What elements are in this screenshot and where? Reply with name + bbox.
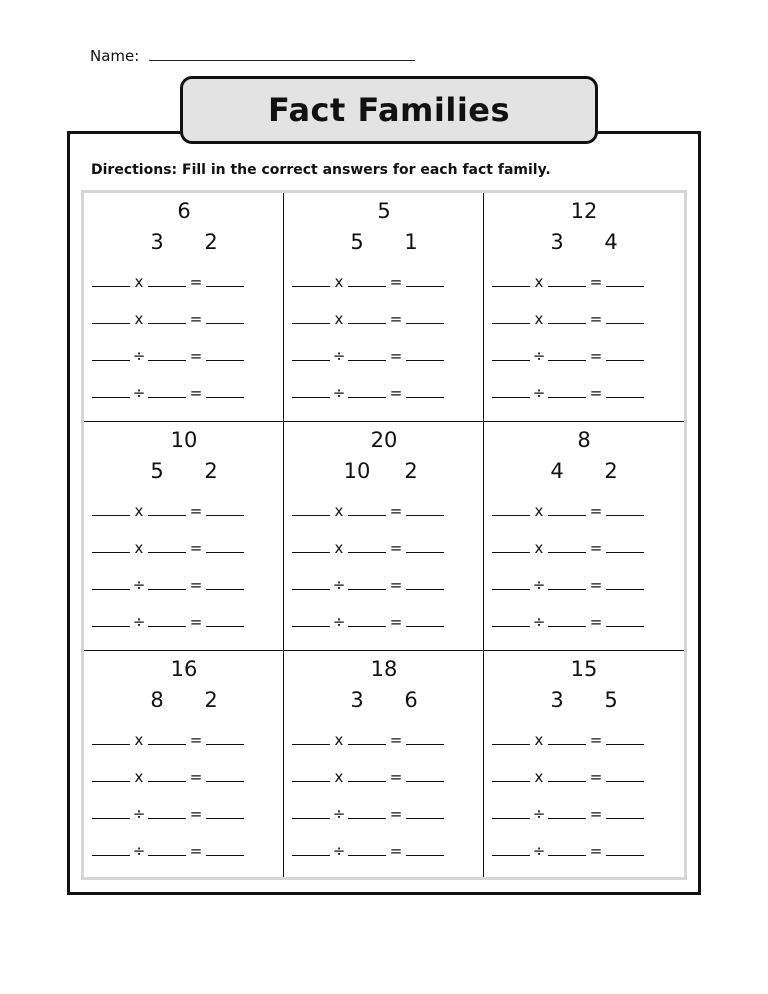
equation-row	[92, 576, 244, 594]
divide-sign: ÷	[132, 842, 146, 860]
page-title: Fact Families	[267, 91, 511, 129]
answer-blank[interactable]	[492, 614, 530, 627]
multiply-sign: x	[534, 273, 544, 291]
answer-blank[interactable]	[606, 843, 644, 856]
answer-blank[interactable]	[492, 769, 530, 782]
answer-blank[interactable]	[492, 843, 530, 856]
equals-sign: =	[189, 805, 203, 823]
answer-blank[interactable]	[406, 274, 444, 287]
answer-blank[interactable]	[148, 769, 186, 782]
answer-blank[interactable]	[548, 732, 586, 745]
family-total: 5	[377, 199, 391, 223]
equation-row	[92, 347, 244, 365]
multiply-sign: x	[334, 273, 344, 291]
answer-blank[interactable]	[406, 311, 444, 324]
answer-blank[interactable]	[406, 843, 444, 856]
answer-blank[interactable]	[348, 732, 386, 745]
fact-family-cell	[484, 422, 684, 651]
answer-blank[interactable]	[148, 732, 186, 745]
equation-row	[92, 502, 244, 520]
equals-sign: =	[589, 842, 603, 860]
equals-sign: =	[389, 310, 403, 328]
answer-blank[interactable]	[406, 385, 444, 398]
equation-row	[492, 347, 644, 365]
equals-sign: =	[189, 384, 203, 402]
family-part-b: 1	[404, 230, 418, 254]
answer-blank[interactable]	[92, 503, 130, 516]
divide-sign: ÷	[132, 576, 146, 594]
equation-row	[292, 842, 444, 860]
family-parts	[284, 230, 484, 254]
multiply-sign: x	[134, 310, 144, 328]
fact-family-cell	[484, 193, 684, 422]
equals-sign: =	[389, 347, 403, 365]
directions-text: Directions: Fill in the correct answers for each fact family.	[91, 162, 551, 178]
answer-blank[interactable]	[406, 503, 444, 516]
divide-sign: ÷	[132, 613, 146, 631]
answer-blank[interactable]	[606, 385, 644, 398]
equals-sign: =	[589, 731, 603, 749]
family-part-a: 4	[550, 459, 564, 483]
family-part-b: 5	[604, 688, 618, 712]
family-total: 20	[370, 428, 398, 452]
family-part-b: 6	[404, 688, 418, 712]
family-part-a: 5	[350, 230, 364, 254]
answer-blank[interactable]	[206, 732, 244, 745]
multiply-sign: x	[534, 502, 544, 520]
answer-blank[interactable]	[348, 385, 386, 398]
answer-blank[interactable]	[292, 806, 330, 819]
multiply-sign: x	[134, 273, 144, 291]
equals-sign: =	[389, 805, 403, 823]
answer-blank[interactable]	[492, 348, 530, 361]
answer-blank[interactable]	[606, 503, 644, 516]
multiply-sign: x	[334, 731, 344, 749]
family-parts	[284, 459, 484, 483]
equation-row	[492, 539, 644, 557]
equals-sign: =	[389, 273, 403, 291]
multiply-sign: x	[534, 731, 544, 749]
equation-row	[492, 384, 644, 402]
family-parts	[84, 230, 284, 254]
divide-sign: ÷	[332, 384, 346, 402]
answer-blank[interactable]	[148, 614, 186, 627]
equation-row	[92, 384, 244, 402]
equals-sign: =	[189, 731, 203, 749]
answer-blank[interactable]	[548, 843, 586, 856]
family-parts	[84, 459, 284, 483]
equals-sign: =	[389, 576, 403, 594]
fact-family-grid	[81, 190, 687, 880]
answer-blank[interactable]	[492, 577, 530, 590]
equation-row	[92, 539, 244, 557]
multiply-sign: x	[134, 731, 144, 749]
divide-sign: ÷	[332, 347, 346, 365]
equation-row	[292, 384, 444, 402]
answer-blank[interactable]	[206, 274, 244, 287]
family-total: 18	[370, 657, 398, 681]
answer-blank[interactable]	[292, 732, 330, 745]
family-part-b: 2	[204, 230, 218, 254]
divide-sign: ÷	[332, 613, 346, 631]
answer-blank[interactable]	[148, 503, 186, 516]
answer-blank[interactable]	[292, 311, 330, 324]
title-banner	[180, 76, 598, 144]
answer-blank[interactable]	[406, 614, 444, 627]
equals-sign: =	[589, 347, 603, 365]
equals-sign: =	[389, 539, 403, 557]
answer-blank[interactable]	[548, 769, 586, 782]
answer-blank[interactable]	[92, 806, 130, 819]
divide-sign: ÷	[132, 347, 146, 365]
equals-sign: =	[189, 273, 203, 291]
equation-row	[92, 273, 244, 291]
equation-row	[492, 576, 644, 594]
family-parts	[484, 459, 684, 483]
multiply-sign: x	[534, 539, 544, 557]
family-part-b: 4	[604, 230, 618, 254]
fact-family-cell	[284, 422, 484, 651]
equals-sign: =	[589, 768, 603, 786]
equation-row	[92, 768, 244, 786]
family-total: 8	[577, 428, 591, 452]
answer-blank[interactable]	[148, 540, 186, 553]
answer-blank[interactable]	[606, 806, 644, 819]
answer-blank[interactable]	[92, 348, 130, 361]
equals-sign: =	[589, 613, 603, 631]
divide-sign: ÷	[532, 805, 546, 823]
equation-row	[92, 842, 244, 860]
fact-family-cell	[484, 651, 684, 877]
equals-sign: =	[589, 539, 603, 557]
family-part-b: 2	[404, 459, 418, 483]
divide-sign: ÷	[132, 384, 146, 402]
answer-blank[interactable]	[348, 274, 386, 287]
answer-blank[interactable]	[548, 274, 586, 287]
answer-blank[interactable]	[492, 806, 530, 819]
answer-blank[interactable]	[606, 732, 644, 745]
answer-blank[interactable]	[292, 503, 330, 516]
answer-blank[interactable]	[292, 540, 330, 553]
answer-blank[interactable]	[348, 540, 386, 553]
answer-blank[interactable]	[92, 614, 130, 627]
equals-sign: =	[189, 539, 203, 557]
equation-row	[292, 731, 444, 749]
equation-row	[292, 310, 444, 328]
divide-sign: ÷	[532, 347, 546, 365]
answer-blank[interactable]	[548, 540, 586, 553]
answer-blank[interactable]	[348, 311, 386, 324]
family-part-b: 2	[604, 459, 618, 483]
answer-blank[interactable]	[292, 769, 330, 782]
answer-blank[interactable]	[148, 348, 186, 361]
divide-sign: ÷	[132, 805, 146, 823]
family-parts	[284, 688, 484, 712]
equals-sign: =	[389, 731, 403, 749]
equation-row	[492, 768, 644, 786]
family-part-a: 3	[550, 688, 564, 712]
equation-row	[292, 613, 444, 631]
multiply-sign: x	[334, 502, 344, 520]
equation-row	[492, 731, 644, 749]
divide-sign: ÷	[532, 842, 546, 860]
answer-blank[interactable]	[406, 348, 444, 361]
family-total: 6	[177, 199, 191, 223]
equals-sign: =	[589, 576, 603, 594]
name-field	[90, 46, 415, 65]
answer-blank[interactable]	[92, 385, 130, 398]
equals-sign: =	[389, 502, 403, 520]
answer-blank[interactable]	[206, 614, 244, 627]
divide-sign: ÷	[332, 576, 346, 594]
divide-sign: ÷	[332, 842, 346, 860]
answer-blank[interactable]	[492, 311, 530, 324]
answer-blank[interactable]	[548, 806, 586, 819]
multiply-sign: x	[534, 310, 544, 328]
answer-blank[interactable]	[492, 503, 530, 516]
answer-blank[interactable]	[206, 540, 244, 553]
multiply-sign: x	[134, 502, 144, 520]
family-part-b: 2	[204, 688, 218, 712]
answer-blank[interactable]	[148, 311, 186, 324]
answer-blank[interactable]	[206, 385, 244, 398]
equals-sign: =	[189, 842, 203, 860]
fact-family-cell	[84, 651, 284, 877]
answer-blank[interactable]	[92, 769, 130, 782]
answer-blank[interactable]	[492, 385, 530, 398]
answer-blank[interactable]	[406, 732, 444, 745]
answer-blank[interactable]	[606, 311, 644, 324]
family-parts	[484, 688, 684, 712]
multiply-sign: x	[334, 310, 344, 328]
answer-blank[interactable]	[548, 614, 586, 627]
family-part-a: 3	[550, 230, 564, 254]
equation-row	[492, 310, 644, 328]
equals-sign: =	[189, 347, 203, 365]
answer-blank[interactable]	[492, 274, 530, 287]
equation-row	[292, 273, 444, 291]
answer-blank[interactable]	[92, 577, 130, 590]
answer-blank[interactable]	[148, 274, 186, 287]
answer-blank[interactable]	[348, 577, 386, 590]
equals-sign: =	[589, 310, 603, 328]
name-blank[interactable]	[149, 46, 415, 61]
equals-sign: =	[589, 273, 603, 291]
answer-blank[interactable]	[348, 843, 386, 856]
equals-sign: =	[589, 805, 603, 823]
equation-row	[92, 613, 244, 631]
equation-row	[292, 539, 444, 557]
fact-family-cell	[284, 193, 484, 422]
answer-blank[interactable]	[348, 348, 386, 361]
answer-blank[interactable]	[148, 577, 186, 590]
equals-sign: =	[389, 384, 403, 402]
answer-blank[interactable]	[92, 843, 130, 856]
divide-sign: ÷	[532, 613, 546, 631]
answer-blank[interactable]	[292, 385, 330, 398]
equals-sign: =	[189, 502, 203, 520]
answer-blank[interactable]	[606, 274, 644, 287]
answer-blank[interactable]	[548, 577, 586, 590]
multiply-sign: x	[134, 539, 144, 557]
answer-blank[interactable]	[406, 769, 444, 782]
answer-blank[interactable]	[606, 540, 644, 553]
answer-blank[interactable]	[606, 769, 644, 782]
answer-blank[interactable]	[348, 614, 386, 627]
answer-blank[interactable]	[406, 577, 444, 590]
family-part-a: 5	[150, 459, 164, 483]
family-parts	[84, 688, 284, 712]
answer-blank[interactable]	[92, 732, 130, 745]
answer-blank[interactable]	[548, 311, 586, 324]
answer-blank[interactable]	[92, 311, 130, 324]
fact-family-cell	[84, 193, 284, 422]
equals-sign: =	[589, 502, 603, 520]
answer-blank[interactable]	[292, 614, 330, 627]
equals-sign: =	[589, 384, 603, 402]
family-part-a: 8	[150, 688, 164, 712]
answer-blank[interactable]	[92, 274, 130, 287]
equals-sign: =	[189, 613, 203, 631]
answer-blank[interactable]	[206, 806, 244, 819]
answer-blank[interactable]	[206, 843, 244, 856]
family-parts	[484, 230, 684, 254]
multiply-sign: x	[334, 768, 344, 786]
equals-sign: =	[389, 613, 403, 631]
answer-blank[interactable]	[292, 577, 330, 590]
equation-row	[292, 805, 444, 823]
answer-blank[interactable]	[606, 348, 644, 361]
family-total: 15	[570, 657, 598, 681]
equals-sign: =	[189, 310, 203, 328]
divide-sign: ÷	[532, 576, 546, 594]
multiply-sign: x	[134, 768, 144, 786]
equation-row	[292, 768, 444, 786]
answer-blank[interactable]	[148, 843, 186, 856]
equation-row	[492, 273, 644, 291]
equation-row	[292, 347, 444, 365]
answer-blank[interactable]	[148, 806, 186, 819]
answer-blank[interactable]	[206, 769, 244, 782]
multiply-sign: x	[334, 539, 344, 557]
multiply-sign: x	[534, 768, 544, 786]
family-part-a: 10	[343, 459, 371, 483]
answer-blank[interactable]	[406, 540, 444, 553]
family-total: 16	[170, 657, 198, 681]
equals-sign: =	[389, 768, 403, 786]
answer-blank[interactable]	[292, 843, 330, 856]
equation-row	[292, 576, 444, 594]
answer-blank[interactable]	[206, 577, 244, 590]
answer-blank[interactable]	[348, 769, 386, 782]
answer-blank[interactable]	[292, 274, 330, 287]
answer-blank[interactable]	[548, 503, 586, 516]
family-part-a: 3	[150, 230, 164, 254]
divide-sign: ÷	[332, 805, 346, 823]
fact-family-cell	[284, 651, 484, 877]
answer-blank[interactable]	[92, 540, 130, 553]
equals-sign: =	[389, 842, 403, 860]
answer-blank[interactable]	[606, 577, 644, 590]
equation-row	[492, 842, 644, 860]
answer-blank[interactable]	[492, 540, 530, 553]
equation-row	[92, 731, 244, 749]
answer-blank[interactable]	[206, 348, 244, 361]
equation-row	[92, 310, 244, 328]
fact-family-cell	[84, 422, 284, 651]
equals-sign: =	[189, 576, 203, 594]
answer-blank[interactable]	[606, 614, 644, 627]
family-part-a: 3	[350, 688, 364, 712]
answer-blank[interactable]	[492, 732, 530, 745]
answer-blank[interactable]	[548, 348, 586, 361]
answer-blank[interactable]	[548, 385, 586, 398]
answer-blank[interactable]	[292, 348, 330, 361]
equation-row	[492, 805, 644, 823]
family-total: 10	[170, 428, 198, 452]
answer-blank[interactable]	[348, 806, 386, 819]
answer-blank[interactable]	[206, 503, 244, 516]
family-total: 12	[570, 199, 598, 223]
answer-blank[interactable]	[148, 385, 186, 398]
equals-sign: =	[189, 768, 203, 786]
equation-row	[492, 613, 644, 631]
equation-row	[492, 502, 644, 520]
family-part-b: 2	[204, 459, 218, 483]
name-label: Name:	[90, 47, 140, 65]
answer-blank[interactable]	[406, 806, 444, 819]
answer-blank[interactable]	[348, 503, 386, 516]
equation-row	[92, 805, 244, 823]
equation-row	[292, 502, 444, 520]
divide-sign: ÷	[532, 384, 546, 402]
answer-blank[interactable]	[206, 311, 244, 324]
